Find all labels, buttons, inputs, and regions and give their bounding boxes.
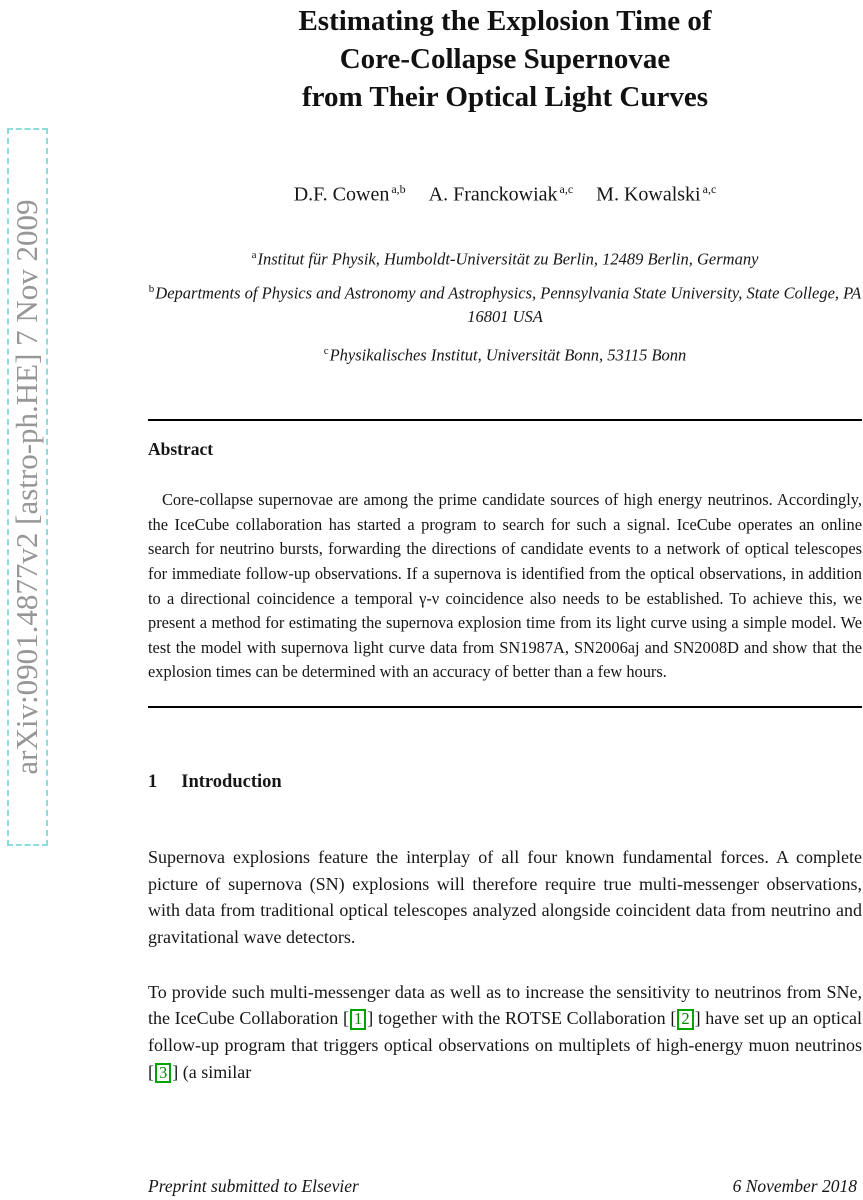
affiliation-c-mark: c xyxy=(323,344,329,357)
affiliation-c xyxy=(148,340,862,367)
paper-title-line-2: Core-Collapse Supernovae xyxy=(339,43,671,75)
citation-ref-1[interactable] xyxy=(343,1008,373,1028)
abstract-heading: Abstract xyxy=(148,439,214,460)
citation-3-close-bracket: ] xyxy=(172,1061,179,1082)
affiliation-a-mark: a xyxy=(251,248,257,261)
abstract-bottom-rule xyxy=(148,706,862,708)
abstract-text: Core-collapse supernovae are among the prime candidate sources of high energy neutrinos. Accordingly, the IceCube collaboration has started a program to search for such a signal. IceCube operates an online search for neutrino bursts, forwarding the directions of candidate events to a network of optical telescopes for immediate follow-up observations. If a supernova is identified from the optical observations, in addition to a directional coincidence a temporal γ-ν coincidence also needs to be established. To achieve this, we present a method for estimating the supernova explosion time from its light curve using a simple model. We test the model with supernova light curve data from SN1987A, SN2006aj and SN2008D and show that the explosion times can be determined with an accuracy of better than a few hours. xyxy=(148,490,862,682)
author-2-name: A. Franckowiak xyxy=(428,183,558,206)
affiliation-a xyxy=(148,244,862,271)
citation-3-number[interactable]: 3 xyxy=(155,1063,171,1084)
citation-2-number[interactable]: 2 xyxy=(677,1009,693,1030)
affiliation-b-mark: b xyxy=(148,283,155,296)
footer-preprint-note: Preprint submitted to Elsevier xyxy=(148,1176,359,1196)
author-3-affil-marks: a,c xyxy=(702,182,717,196)
arxiv-watermark: arXiv:0901.4877v2 [astro-ph.HE] 7 Nov 2009 xyxy=(9,199,44,775)
author-1-name: D.F. Cowen xyxy=(293,183,390,206)
paper-title-line-1: Estimating the Explosion Time of xyxy=(298,5,712,37)
affiliation-c-text: Physikalisches Institut, Universität Bonn, 53115 Bonn xyxy=(329,345,687,365)
citation-1-number[interactable]: 1 xyxy=(350,1009,366,1030)
author-2 xyxy=(429,176,574,208)
citation-3-open-bracket: [ xyxy=(148,1061,154,1082)
affiliation-a-text: Institut für Physik, Humboldt-Universität zu Berlin, 12489 Berlin, Germany xyxy=(257,249,759,269)
section-1-heading xyxy=(148,770,862,794)
citation-2-close-bracket: ] xyxy=(694,1008,701,1029)
affiliation-b-text: Departments of Physics and Astronomy and Astrophysics, Pennsylvania State University, State College, PA 16801 USA xyxy=(155,283,862,326)
abstract-top-rule xyxy=(148,419,862,421)
section-1-title: Introduction xyxy=(181,771,282,792)
author-2-affil-marks: a,c xyxy=(559,182,574,196)
citation-1-close-bracket: ] xyxy=(367,1008,374,1029)
citation-2-open-bracket: [ xyxy=(670,1008,677,1029)
paper-title xyxy=(148,0,862,116)
author-line xyxy=(148,176,862,208)
section-1-number: 1 xyxy=(148,771,158,792)
citation-1-open-bracket: [ xyxy=(343,1008,349,1029)
intro-paragraph-1: Supernova explosions feature the interplay of all four known fundamental forces. A complete picture of supernova (SN) explosions will therefore require true multi-messenger observations, with data from traditional optical telescopes analyzed alongside coincident data from neutrino and gravitational wave detectors. xyxy=(148,846,862,948)
intro-paragraph-2 xyxy=(148,979,862,1086)
author-3 xyxy=(596,176,716,208)
author-3-name: M. Kowalski xyxy=(596,183,701,206)
page-footer xyxy=(148,1174,857,1198)
intro-p2-text-4: (a similar xyxy=(178,1061,252,1082)
citation-ref-2[interactable] xyxy=(670,1008,700,1028)
author-1-affil-marks: a,b xyxy=(391,182,406,196)
intro-p2-text-1: To provide such multi-messenger data as well as to increase the sensitivity to neutrinos from SNe, the IceCube Collaboration xyxy=(148,981,862,1029)
citation-ref-3[interactable] xyxy=(148,1062,178,1082)
intro-p2-text-2: together with the ROTSE Collaboration xyxy=(373,1008,671,1029)
author-1 xyxy=(294,176,406,208)
footer-date: 6 November 2018 xyxy=(732,1176,857,1196)
affiliation-b xyxy=(148,278,862,328)
intro-p2-text-3: have set up an optical follow-up program that triggers optical observations on multiplets of high-energy muon neutrinos xyxy=(148,1008,862,1056)
paper-title-line-3: from Their Optical Light Curves xyxy=(302,81,708,113)
paper-content xyxy=(148,0,862,1086)
